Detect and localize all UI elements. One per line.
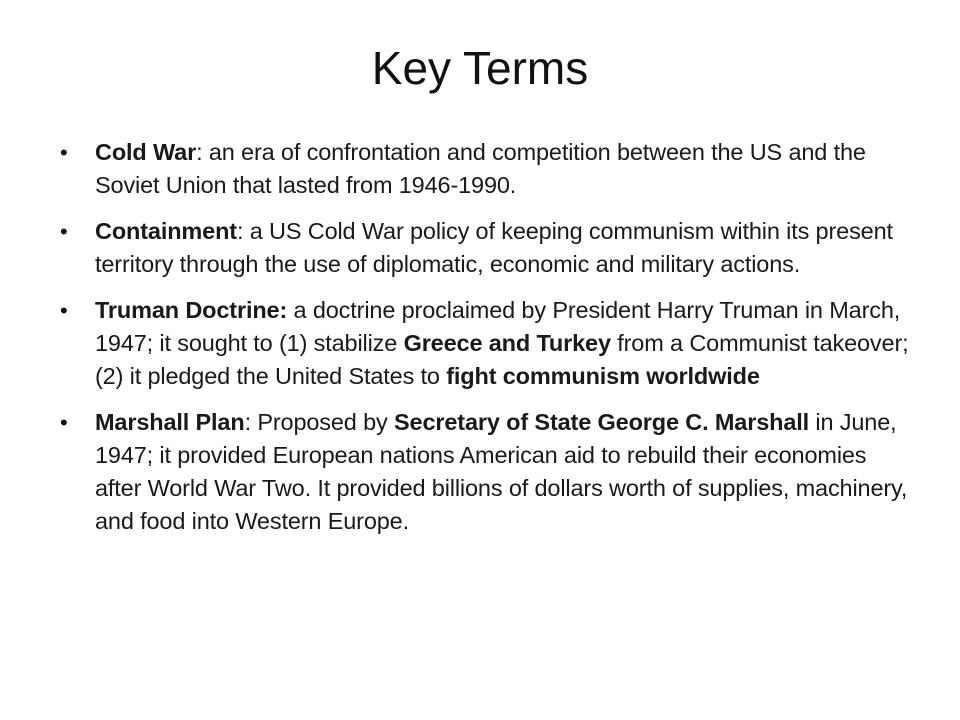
list-item-containment [60,215,910,281]
term-definition: in June, 1947; it provided European nations American aid to rebuild their economies after World War Two. It provided billions of dollars worth of supplies, machinery, and food into Western Europe. [95,409,908,534]
emphasis-text: Greece and Turkey [403,330,611,356]
emphasis-text: Secretary of State George C. Marshall [394,409,809,435]
bullet-icon: • [60,140,68,165]
term-label: Containment [95,218,237,244]
slide-title: Key Terms [371,42,589,94]
term-definition: : Proposed by [244,409,394,435]
list-item-cold-war [60,136,910,202]
term-definition: a doctrine proclaimed by President Harry Truman in March, 1947; it sought to (1) stabilize [95,297,901,356]
term-definition: : a US Cold War policy of keeping communism within its present territory through the use of diplomatic, economic and military actions. [95,218,893,277]
term-definition: from a Communist takeover; (2) it pledged the United States to [95,330,909,389]
emphasis-text: fight communism worldwide [446,363,760,389]
term-definition: : an era of confrontation and competition between the US and the Soviet Union that lasted from 1946-1990. [95,139,866,198]
term-label: Truman Doctrine: [95,297,288,323]
list-item-truman-doctrine [60,294,910,393]
list-item-marshall-plan [60,406,910,538]
term-label: Marshall Plan [95,409,245,435]
bullet-icon: • [60,298,68,323]
term-label: Cold War [95,139,197,165]
bullet-icon: • [60,410,68,435]
bullet-list [60,136,910,551]
bullet-icon: • [60,219,68,244]
